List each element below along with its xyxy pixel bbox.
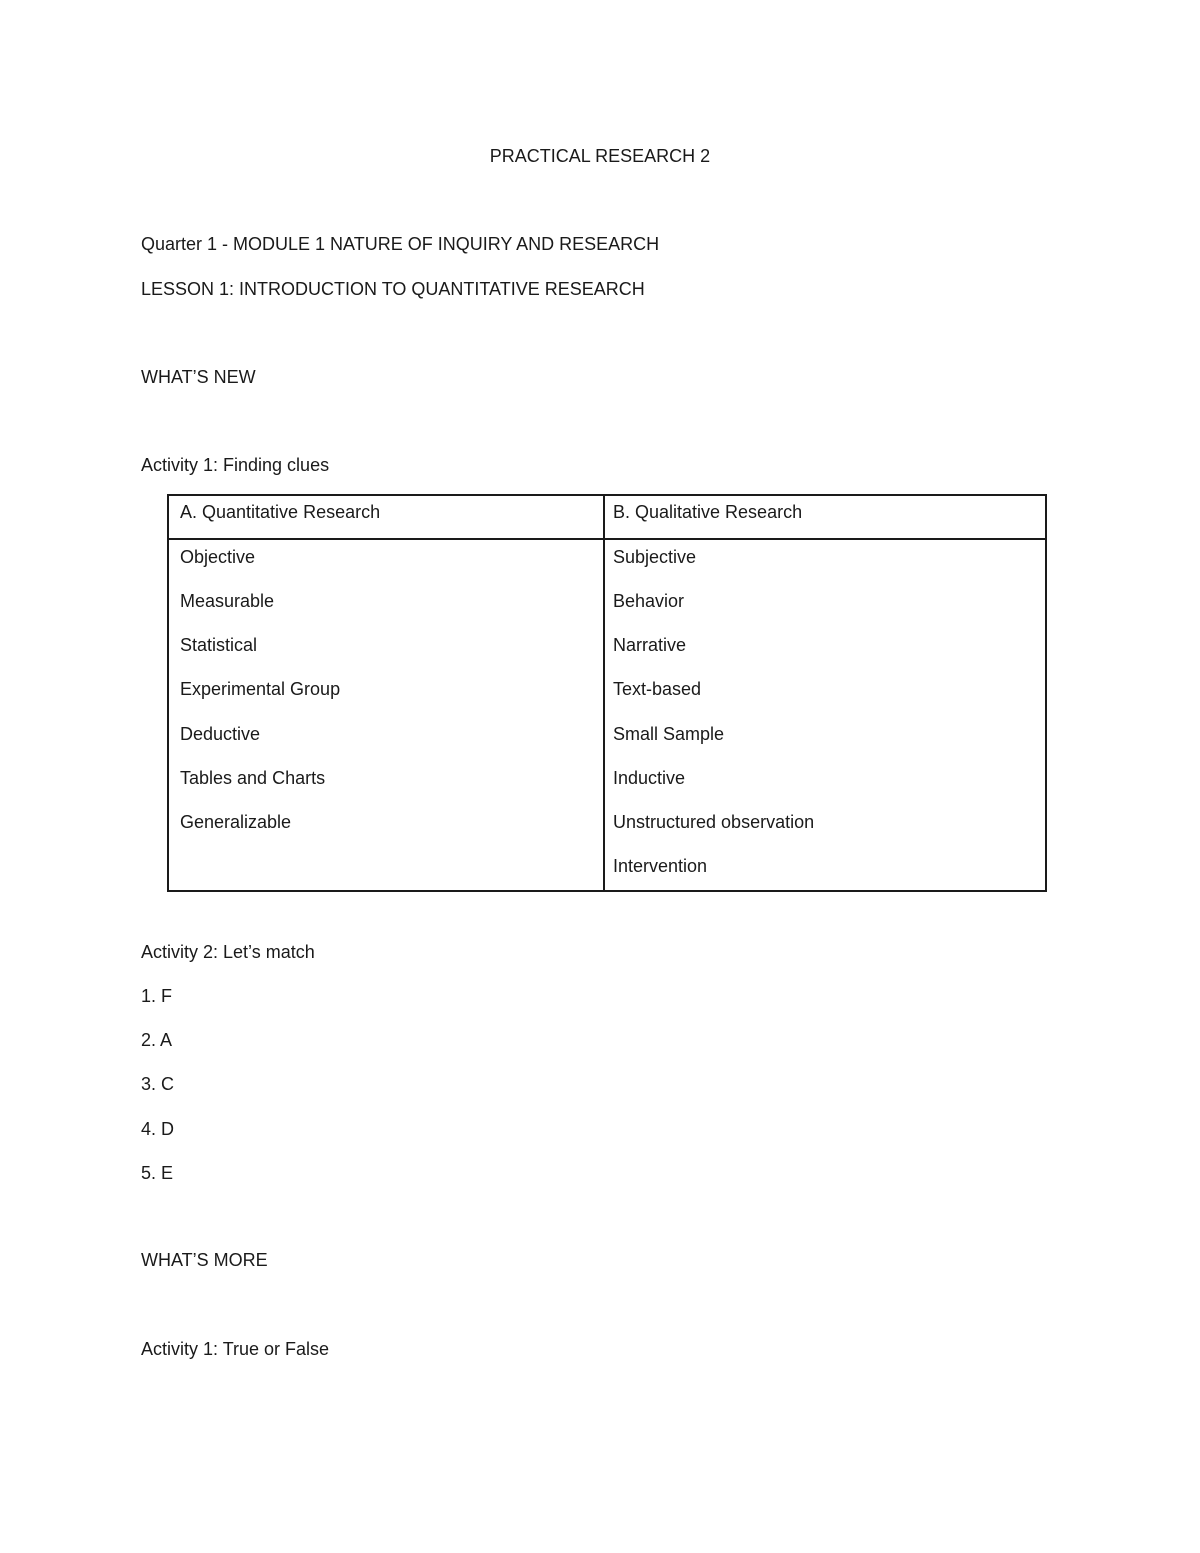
table-cell-a: Measurable — [180, 591, 275, 611]
activity1-title: Activity 1: Finding clues — [141, 455, 330, 475]
match-item: 5. E — [141, 1163, 174, 1183]
table-cell-b: Small Sample — [613, 724, 725, 744]
table-cell-a: Statistical — [180, 635, 258, 655]
table-cell-a: Objective — [180, 547, 256, 567]
table-cell-b: Inductive — [613, 768, 686, 788]
table-cell-b: Text-based — [613, 679, 702, 699]
document-title: PRACTICAL RESEARCH 2 — [489, 146, 711, 166]
activity2-title: Activity 2: Let’s match — [141, 942, 315, 962]
match-item: 4. D — [141, 1119, 175, 1139]
activity3-title: Activity 1: True or False — [141, 1339, 330, 1359]
table-column-divider — [603, 496, 605, 890]
match-item: 2. A — [141, 1030, 173, 1050]
table-cell-b: Intervention — [613, 856, 708, 876]
table-header-a: A. Quantitative Research — [180, 502, 381, 522]
table-header-divider — [169, 538, 1045, 540]
finding-clues-table — [167, 494, 1047, 892]
whats-new-heading: WHAT’S NEW — [141, 367, 256, 387]
quarter-heading: Quarter 1 - MODULE 1 NATURE OF INQUIRY AND RESEARCH — [141, 234, 660, 254]
table-cell-b: Subjective — [613, 547, 697, 567]
table-cell-b: Behavior — [613, 591, 685, 611]
table-header-b: B. Qualitative Research — [613, 502, 803, 522]
table-cell-b: Unstructured observation — [613, 812, 815, 832]
match-item: 3. C — [141, 1074, 175, 1094]
whats-more-heading: WHAT’S MORE — [141, 1250, 268, 1270]
table-cell-b: Narrative — [613, 635, 687, 655]
table-cell-a: Tables and Charts — [180, 768, 326, 788]
table-cell-a: Generalizable — [180, 812, 292, 832]
lesson-heading: LESSON 1: INTRODUCTION TO QUANTITATIVE RESEARCH — [141, 279, 645, 299]
table-cell-a: Experimental Group — [180, 679, 341, 699]
table-cell-a: Deductive — [180, 724, 261, 744]
match-item: 1. F — [141, 986, 173, 1006]
